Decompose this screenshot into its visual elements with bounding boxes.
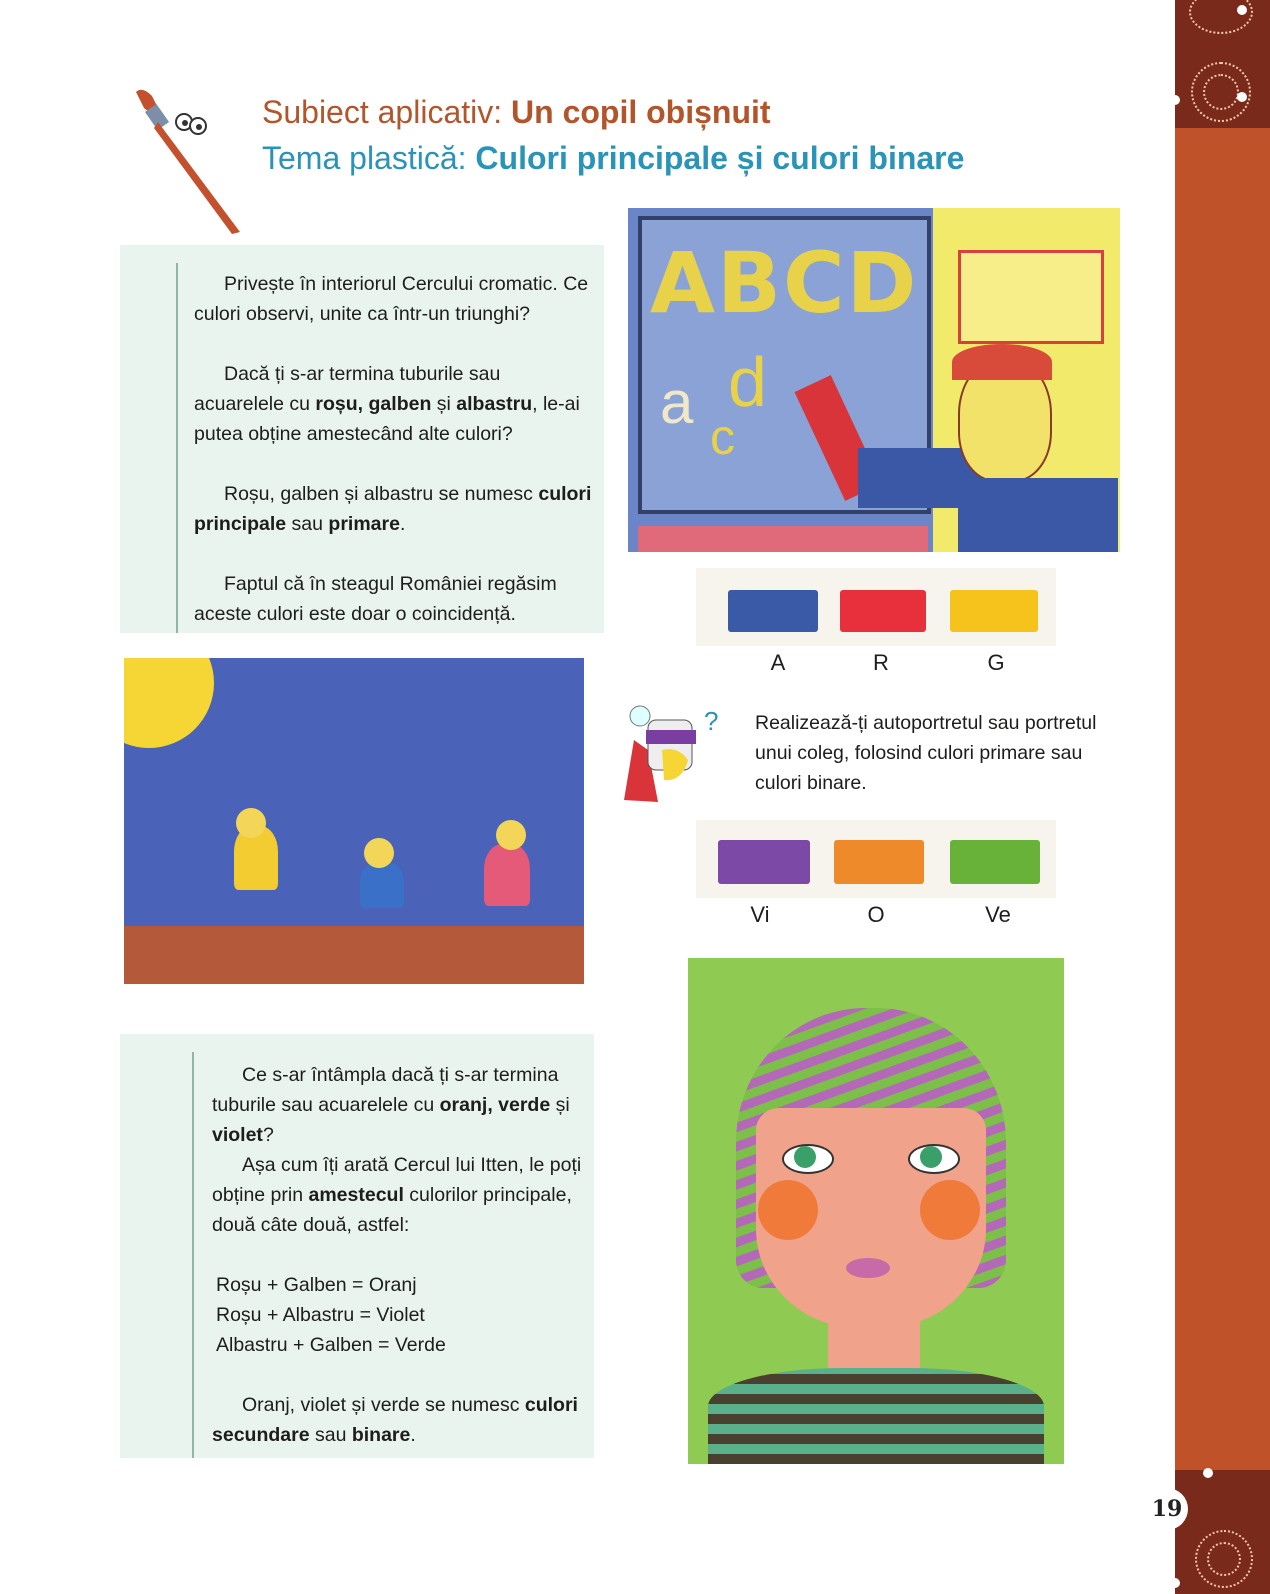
side-decoration-bottom bbox=[1175, 1470, 1270, 1594]
swatch-yellow bbox=[950, 590, 1038, 632]
swatch-violet bbox=[718, 840, 810, 884]
note-paragraph: Oranj, violet și verde se numesc culori secundare sau binare. bbox=[212, 1394, 578, 1446]
swatch-label: O bbox=[867, 902, 885, 927]
swatch-label: Ve bbox=[985, 902, 1011, 927]
mix-equations: Roșu + Galben = Oranj Roșu + Albastru = Violet Albastru + Galben = Verde bbox=[216, 1274, 446, 1356]
swatch-orange bbox=[834, 840, 924, 884]
note-paragraph: Faptul că în steagul României regăsim aceste culori este doar o coincidență. bbox=[194, 573, 557, 625]
swatch-label: Vi bbox=[750, 902, 770, 927]
children-painting bbox=[124, 658, 584, 984]
page-number: 19 bbox=[1146, 1488, 1188, 1530]
note-paragraph: Privește în interiorul Cercului cromatic. Ce culori observi, unite ca într-un triunghi? bbox=[194, 273, 589, 325]
note-paragraph: Așa cum îți arată Cercul lui Itten, le poți obține prin amestecul culorilor principale, două câte două, astfel: bbox=[212, 1154, 582, 1236]
side-dot bbox=[1237, 5, 1247, 15]
side-dot bbox=[1237, 92, 1247, 102]
swatch-label: G bbox=[987, 650, 1005, 675]
secondary-swatch-strip bbox=[696, 820, 1056, 898]
note-primary-colors bbox=[120, 245, 604, 633]
note-paragraph: Dacă ți s-ar termina tuburile sau acuarelele cu roșu, galben și albastru, le-ai putea obține amestecând alte culori? bbox=[194, 363, 580, 445]
subject-heading: Subiect aplicativ: Un copil obișnuit bbox=[262, 94, 771, 130]
paintbrush-icon bbox=[128, 86, 253, 236]
svg-text:?: ? bbox=[704, 706, 719, 736]
primary-swatch-strip bbox=[696, 568, 1056, 646]
note-secondary-colors bbox=[120, 1034, 594, 1458]
note-paragraph: Roșu, galben și albastru se numesc culori principale sau primare. bbox=[194, 483, 592, 535]
portrait-painting bbox=[688, 958, 1064, 1464]
theme-heading: Tema plastică: Culori principale și culori binare bbox=[262, 140, 965, 176]
side-dot bbox=[1170, 1578, 1180, 1588]
note-paragraph: Ce s-ar întâmpla dacă ți s-ar termina tuburile sau acuarelele cu oranj, verde și violet? bbox=[212, 1064, 570, 1146]
swatch-red bbox=[840, 590, 926, 632]
side-dot bbox=[1170, 95, 1180, 105]
thinking-character-icon bbox=[618, 690, 728, 810]
swatch-label: A bbox=[770, 650, 786, 675]
swatch-blue bbox=[728, 590, 818, 632]
classroom-painting: ABCD a c d bbox=[628, 208, 1120, 552]
side-decoration-top bbox=[1175, 0, 1270, 128]
side-dot bbox=[1203, 1468, 1213, 1478]
side-decoration bbox=[1175, 0, 1270, 1594]
task-text: Realizează-ți autoportretul sau portretul unui coleg, folosind culori primare sau culori binare. bbox=[755, 712, 1097, 794]
swatch-label: R bbox=[873, 650, 889, 675]
swatch-green bbox=[950, 840, 1040, 884]
sun-icon bbox=[124, 658, 214, 748]
